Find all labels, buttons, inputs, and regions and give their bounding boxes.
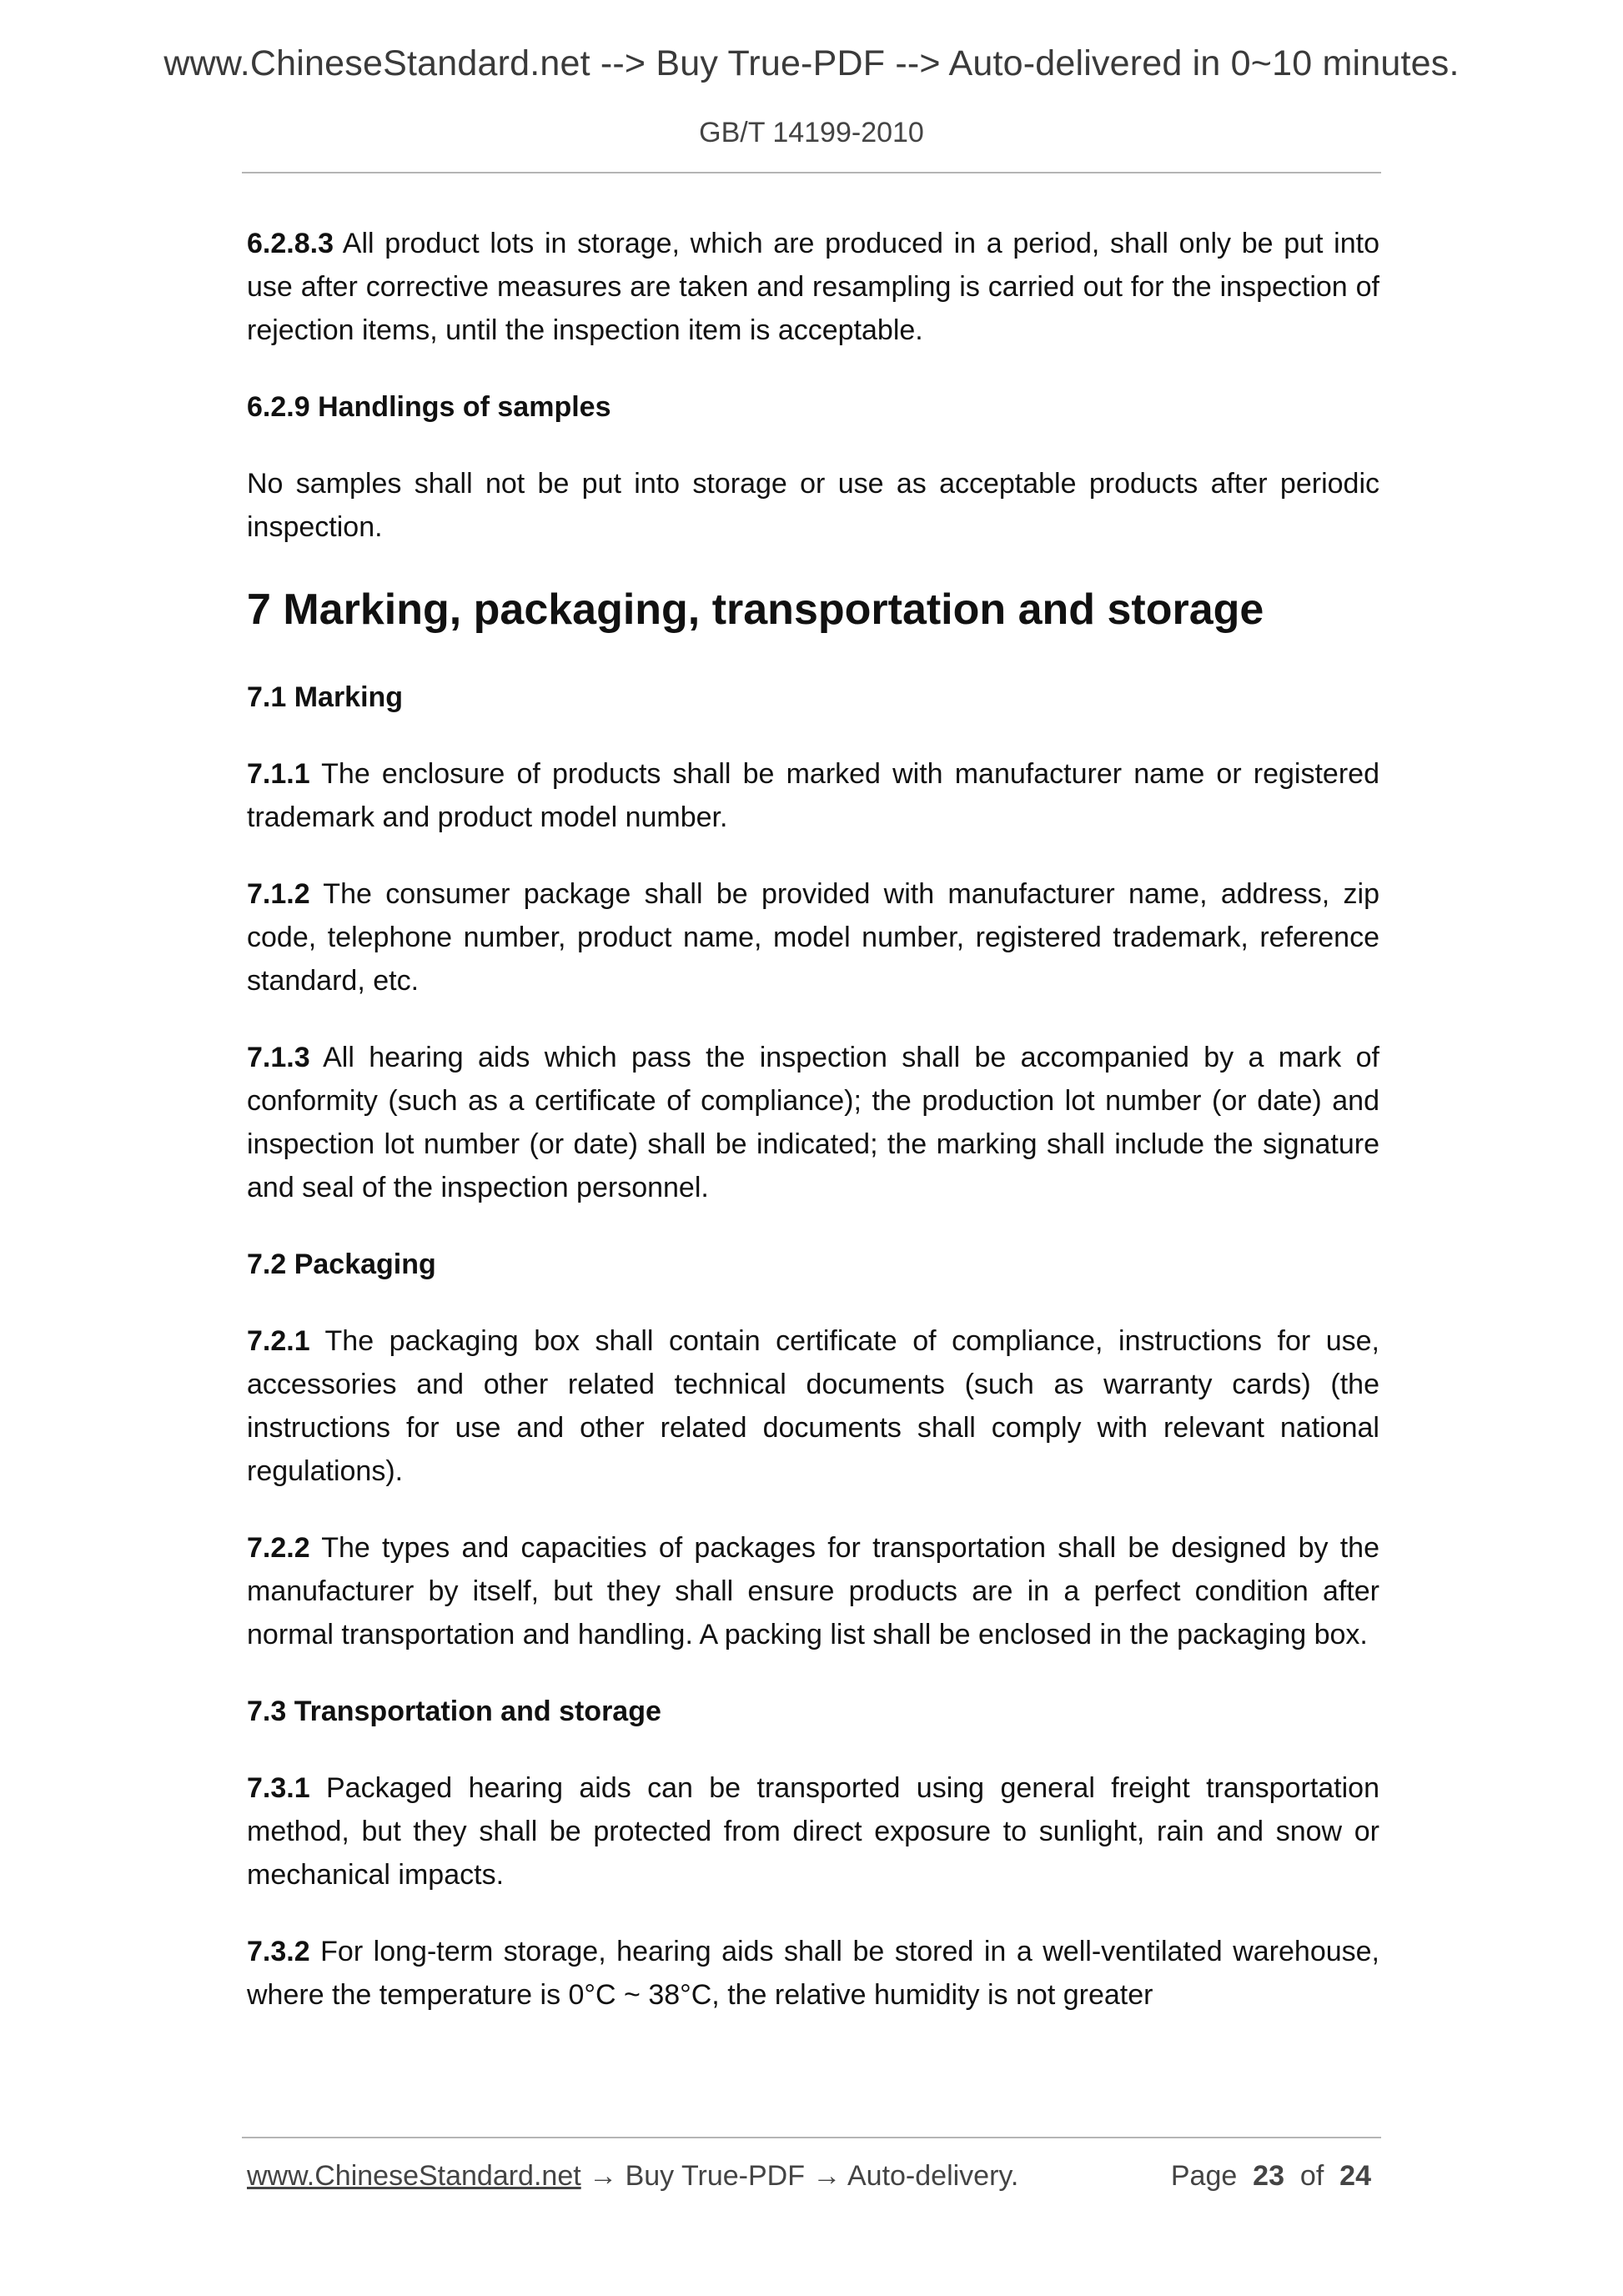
clause-text: The enclosure of products shall be marked with manufacturer name or registered trademark and product model number. [247, 758, 1379, 833]
heading-7-2: 7.2 Packaging [247, 1248, 436, 1280]
page-label: Page [1170, 2160, 1238, 2192]
heading-7-1: 7.1 Marking [247, 681, 404, 713]
clause-number: 7.1.2 [247, 878, 310, 910]
clause-7-1-3 [247, 1036, 1379, 1209]
clause-number: 7.2.1 [247, 1325, 310, 1357]
chapter-7-title: 7 Marking, packaging, transportation and storage [247, 585, 1264, 634]
header-divider [242, 172, 1381, 173]
footer-trail-text: → Buy True-PDF → Auto-delivery. [580, 2160, 1019, 2192]
clause-7-2-1 [247, 1319, 1379, 1493]
clause-number: 6.2.8.3 [247, 228, 334, 259]
clause-7-3-2 [247, 1930, 1379, 2017]
clause-number: 7.1.3 [247, 1042, 310, 1073]
of-label: of [1299, 2160, 1324, 2192]
page-indicator [1171, 2160, 1371, 2193]
footer-divider [242, 2137, 1381, 2138]
clause-7-3-1 [247, 1766, 1379, 1897]
clause-text: The packaging box shall contain certificate of compliance, instructions for use, accessories and other related technical documents (such as warranty cards) (the instructions for use and other related documents shall comply with relevant national regulations). [247, 1325, 1379, 1487]
page-current: 23 [1253, 2160, 1284, 2192]
clause-7-2-2 [247, 1526, 1379, 1656]
clause-text: All product lots in storage, which are produced in a period, shall only be put into use after corrective measures are taken and resampling is carried out for the inspection of rejection items, until the inspection item is acceptable. [247, 228, 1379, 346]
standard-code: GB/T 14199-2010 [699, 117, 924, 148]
clause-7-1-1 [247, 752, 1379, 839]
clause-number: 7.1.1 [247, 758, 310, 790]
clause-text: The consumer package shall be provided with manufacturer name, address, zip code, telephone number, product name, model number, registered trademark, reference standard, etc. [247, 878, 1379, 997]
clause-text: Packaged hearing aids can be transported using general freight transportation method, but they shall be protected from direct exposure to sunlight, rain and snow or mechanical impacts. [247, 1772, 1379, 1891]
heading-6-2-9: 6.2.9 Handlings of samples [247, 391, 611, 423]
site-banner: www.ChineseStandard.net --> Buy True-PDF --> Auto-delivered in 0~10 minutes. [163, 43, 1460, 83]
heading-7-3: 7.3 Transportation and storage [247, 1696, 661, 1727]
clause-number: 7.3.2 [247, 1936, 310, 1967]
clause-text: All hearing aids which pass the inspection shall be accompanied by a mark of conformity (such as a certificate of compliance); the production lot number (or date) and inspection lot number (or date) shall be indicated; the marking shall include the signature and seal of the inspection personnel. [247, 1042, 1379, 1203]
clause-7-1-2 [247, 872, 1379, 1002]
document-body [247, 222, 1379, 2050]
clause-number: 7.3.1 [247, 1772, 310, 1804]
clause-number: 7.2.2 [247, 1532, 310, 1564]
clause-text: For long-term storage, hearing aids shall be stored in a well-ventilated warehouse, where the temperature is 0°C ~ 38°C, the relative humidity is not greater [247, 1936, 1379, 2011]
clause-6-2-9-text: No samples shall not be put into storage or use as acceptable products after periodic inspection. [247, 468, 1379, 543]
clause-text: The types and capacities of packages for transportation shall be designed by the manufacturer by itself, but they shall ensure products are in a perfect condition after normal transportation and handling. A packing list shall be enclosed in the packaging box. [247, 1532, 1379, 1650]
clause-6-2-8-3 [247, 222, 1379, 352]
footer-site-link[interactable]: www.ChineseStandard.net [247, 2160, 581, 2192]
page-total: 24 [1339, 2160, 1371, 2192]
footer-promo [247, 2160, 1018, 2193]
